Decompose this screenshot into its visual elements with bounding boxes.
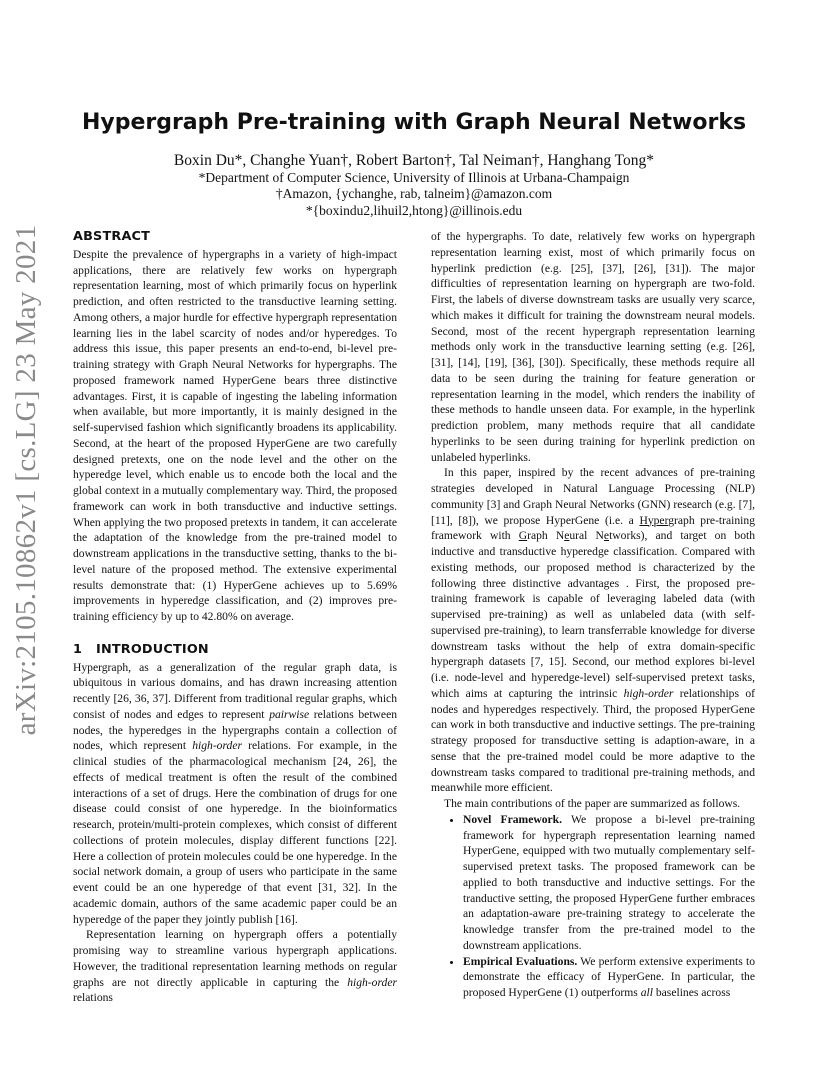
arxiv-identifier: arXiv:2105.10862v1 [cs.LG] 23 May 2021 — [10, 224, 42, 736]
section-title: INTRODUCTION — [96, 641, 209, 657]
affiliation-emails: *{boxindu2,lihuil2,htong}@illinois.edu — [305, 203, 523, 218]
contributions-list — [431, 812, 755, 1001]
intro-paragraph-2: Representation learning on hypergraph offers a potentially promising way to streamline various hypergraph applications. However, the traditional representation learning methods on regular graphs are not directly applicable in capturing the high-order relations — [73, 928, 397, 1005]
abstract-text: Despite the prevalence of hypergraphs in a variety of high-impact applications, there are relatively few works on hypergraph representation learning, most of which primarily focus on hyperlink prediction, and often restricted to the transductive learning setting. Among others, a major hurdle for effective hypergraph representation learning lies in the label scarcity of nodes and/or hyperedges. To address this issue, this paper presents an end-to-end, bi-level pre-training strategy with Graph Neural Networks for hypergraphs. The proposed framework named HyperGene bears three distinctive advantages. First, it is capable of ingesting the labeling information when available, but more importantly, it is mainly designed in the self-supervised fashion which significantly broadens its applicability. Second, at the heart of the proposed HyperGene are two carefully designed pretexts, one on the node level and the other on the hyperedge level, which enable us to encode both the local and the global context in a mutually complementary way. Third, the proposed framework can work in both transductive and inductive settings. When applying the two proposed pretexts in tandem, it can accelerate the adaptation of the knowledge from the pre-trained model to downstream applications in the transductive setting, thanks to the bi-level nature of the proposed method. The extensive experimental results demonstrate that: (1) HyperGene achieves up to 5.69% improvements in hyperedge classification, and (2) improves pre-training efficiency by up to 42.80% on average. — [73, 247, 397, 623]
section-heading-introduction — [73, 642, 397, 658]
author-list: Boxin Du*, Changhe Yuan†, Robert Barton†, Tal Neiman†, Hanghang Tong* — [173, 152, 655, 169]
intro-paragraph-3: of the hypergraphs. To date, relatively few works on hypergraph representation learning exist, most of which primarily focus on hyperlink prediction (e.g. [25], [37], [26], [31]). The major difficulties of representation learning on hypergraph are two-fold. First, the labels of diverse downstream tasks are usually very scarce, which makes it difficult for training the downstream neural models. Second, most of the recent hypergraph representation learning methods only work in the transductive learning setting (e.g. [26], [31], [14], [19], [36], [30]). Specifically, these methods require all data to be seen during the training for feature generation or representation learning in the model, which renders the inability of these methods to handle unseen data. For example, in the hyperlink prediction problem, many methods require that all candidate hyperlinks to be seen during training for hyperlink prediction on unlabeled hyperlinks. — [431, 230, 755, 464]
abstract-heading: ABSTRACT — [73, 229, 151, 244]
paper-title: Hypergraph Pre-training with Graph Neural Networks — [81, 110, 747, 135]
intro-paragraph-4: In this paper, inspired by the recent advances of pre-training strategies developed in Natural Language Processing (NLP) community [3] and Graph Neural Networks (GNN) research (e.g. [7], [11], [8]), we propose HyperGene (i.e. a Hypergraph pre-training framework with Graph Neural Networks), and target on both inductive and transductive hyperedge classification. Compared with existing methods, our proposed method is characterized by the following three distinctive advantages . First, the proposed pre-training framework is capable of leveraging labeled data (with supervised pre-training) as well as unlabeled data (with self-supervised pre-training), to learn transferrable knowledge for diverse downstream tasks without the help of extra domain-specific hypergraph datasets [7, 15]. Second, our method explores bi-level (i.e. node-level and hyperedge-level) self-supervised pretext tasks, which aims at capturing the intrinsic high-order relationships of nodes and hyperedges respectively. Third, the proposed HyperGene can work in both transductive and inductive settings. The pre-training strategy proposed for transductive setting is adaption-aware, in a sense that the pre-trained model could be more adaptive to the downstream tasks compared to traditional pre-training methods, and meanwhile more efficient. — [431, 466, 756, 795]
right-column — [431, 229, 755, 1001]
affiliation-uiuc: *Department of Computer Science, University of Illinois at Urbana-Champaign — [198, 170, 630, 185]
section-number: 1 — [73, 641, 83, 657]
list-item: • Empirical Evaluations. We perform extensive experiments to demonstrate the efficacy of HyperGene. In particular, the proposed HyperGene (1) outperforms all baselines across — [463, 954, 755, 1001]
left-column — [73, 229, 397, 1006]
intro-paragraph-1: Hypergraph, as a generalization of the regular graph data, is ubiquitous in various domains, and has drawn increasing attention recently [26, 36, 37]. Different from traditional regular graphs, which consist of nodes and edges to represent pairwise relations between nodes, the hyperedges in the hypergraphs contain a collection of nodes, which represent high-order relations. For example, in the clinical studies of the pharmacological mechanism [24, 26], the effects of medical treatment is often the result of the combined interactions of a set of drugs. Here the combination of drugs for one disease could consist of one hyperedge. In the bioinformatics research, protein/multi-protein complexes, which consist of different collections of protein molecules, display different functions [22]. Here a collection of protein molecules could be one hyperedge. In the social network domain, a group of users who participate in the same event could be an one hyperedge of that event [31, 32]. In the academic domain, authors of the same academic paper could be an hyperedge of the paper they jointly publish [16]. — [73, 660, 398, 926]
affiliation-amazon: †Amazon, {ychanghe, rab, talneim}@amazon.com — [275, 186, 553, 201]
list-item: • Novel Framework. We propose a bi-level pre-training framework for hypergraph representation learning named HyperGene, equipped with two mutually complementary self-supervised pretext tasks. The proposed framework can be applied to both transductive and inductive settings. For the tranductive setting, the proposed HyperGene further embraces an adaptation-aware pre-training strategy to accelerate the knowledge transfer from the pre-trained model to the downstream applications. — [463, 812, 755, 954]
contributions-intro: The main contributions of the paper are summarized as follows. — [444, 797, 741, 810]
